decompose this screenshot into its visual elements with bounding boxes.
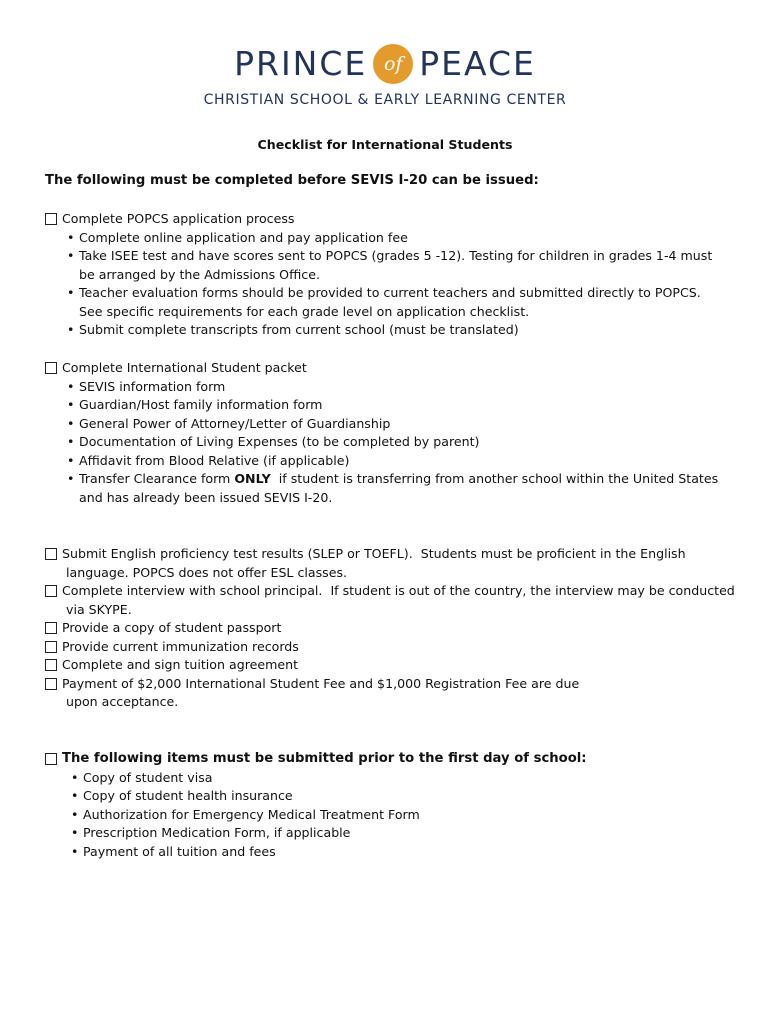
- checklist-item-label: Complete POPCS application process: [62, 211, 295, 226]
- checklist-item-passport: Provide a copy of student passport: [45, 619, 735, 638]
- checkbox-icon[interactable]: [45, 548, 57, 560]
- bullet-list: [45, 229, 735, 340]
- checklist-item-label: Complete International Student packet: [62, 360, 307, 375]
- logo-wordmark: [0, 44, 770, 84]
- section-requirements: [45, 545, 735, 712]
- list-item-continuation: be arranged by the Admissions Office.: [79, 266, 320, 282]
- checklist-item-application: [45, 210, 735, 229]
- list-item: • Documentation of Living Expenses (to be completed by parent): [67, 433, 735, 452]
- section-application: [45, 210, 735, 340]
- list-item: • Copy of student visa: [71, 769, 735, 788]
- intro-heading: The following must be completed before SEVIS I-20 can be issued:: [45, 173, 539, 188]
- list-item: • Authorization for Emergency Medical Treatment Form: [71, 806, 735, 825]
- logo-subtitle: CHRISTIAN SCHOOL & EARLY LEARNING CENTER: [203, 92, 567, 108]
- checklist-item-packet: [45, 359, 735, 378]
- checklist-item-tuition-agreement: Complete and sign tuition agreement: [45, 656, 735, 675]
- list-item: • Take ISEE test and have scores sent to POPCS (grades 5 -12). Testing for children in grades 1-4 must be arranged by the Admissions Office.: [67, 247, 735, 284]
- checklist-item-immunization: Provide current immunization records: [45, 638, 735, 657]
- checklist-item-continuation: language. POPCS does not offer ESL classes.: [66, 564, 348, 580]
- section-packet: [45, 359, 735, 507]
- logo-peace: PEACE: [419, 44, 536, 83]
- checkbox-icon[interactable]: [45, 585, 57, 597]
- list-item: • Transfer Clearance form ONLY if student is transferring from another school within the United States and has already been issued SEVIS I-20.: [67, 470, 735, 507]
- checklist-item-interview: Complete interview with school principal. If student is out of the country, the interview may be conducted: [45, 582, 735, 601]
- list-item: • General Power of Attorney/Letter of Guardianship: [67, 415, 735, 434]
- list-item: • Copy of student health insurance: [71, 787, 735, 806]
- logo-prince: PRINCE: [234, 44, 368, 83]
- checklist-item-first-day: [45, 750, 735, 769]
- checkbox-icon[interactable]: [45, 641, 57, 653]
- checklist-item-continuation: via SKYPE.: [66, 601, 132, 617]
- list-item-continuation: See specific requirements for each grade level on application checklist.: [79, 303, 530, 319]
- checkbox-icon[interactable]: [45, 622, 57, 634]
- checklist-item-payment: Payment of $2,000 International Student Fee and $1,000 Registration Fee are due: [45, 675, 735, 694]
- checklist-item-label: The following items must be submitted prior to the first day of school:: [62, 751, 587, 766]
- bullet-list: [45, 378, 735, 508]
- bullet-list: [45, 769, 735, 862]
- list-item: • Affidavit from Blood Relative (if applicable): [67, 452, 735, 471]
- list-item: • Submit complete transcripts from current school (must be translated): [67, 321, 735, 340]
- list-item-continuation: and has already been issued SEVIS I-20.: [79, 489, 333, 505]
- checkbox-icon[interactable]: [45, 678, 57, 690]
- list-item: • Complete online application and pay application fee: [67, 229, 735, 248]
- section-before-first-day: [45, 750, 735, 861]
- document-title: Checklist for International Students: [257, 137, 513, 152]
- checkbox-icon[interactable]: [45, 659, 57, 671]
- list-item: • Teacher evaluation forms should be provided to current teachers and submitted directly to POPCS. See specific requirements for each grade level on application checklist.: [67, 284, 735, 321]
- emphasis-only: ONLY: [234, 471, 271, 486]
- checkbox-icon[interactable]: [45, 362, 57, 374]
- list-item: • Guardian/Host family information form: [67, 396, 735, 415]
- school-logo: [0, 44, 770, 108]
- logo-of-circle: of: [373, 44, 413, 84]
- list-item: • SEVIS information form: [67, 378, 735, 397]
- checkbox-icon[interactable]: [45, 753, 57, 765]
- list-item: • Prescription Medication Form, if applicable: [71, 824, 735, 843]
- checkbox-icon[interactable]: [45, 213, 57, 225]
- list-item: • Payment of all tuition and fees: [71, 843, 735, 862]
- checklist-item-continuation: upon acceptance.: [66, 694, 179, 709]
- checklist-item-english: Submit English proficiency test results (SLEP or TOEFL). Students must be proficient in the English: [45, 545, 735, 564]
